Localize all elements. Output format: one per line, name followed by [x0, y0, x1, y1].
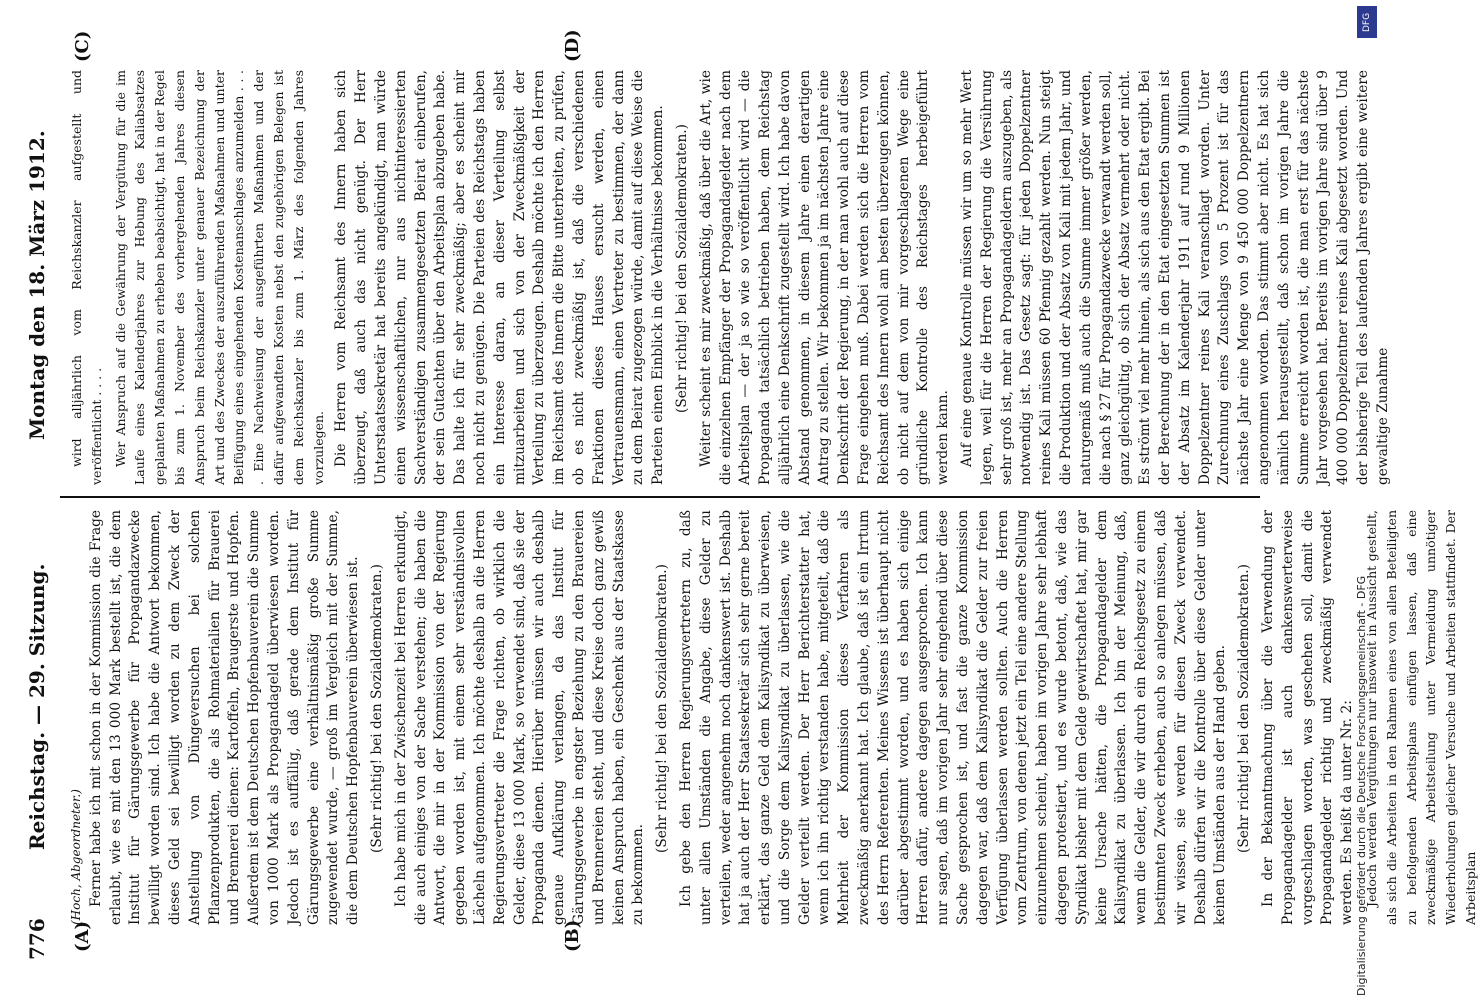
speaker-attribution: (Hoch, Abgeordneter.) [68, 789, 83, 925]
margin-marker-c: (C) [71, 30, 93, 62]
dfg-logo: DFG [1357, 6, 1377, 38]
right-column [67, 70, 1391, 485]
paragraph: Ich habe mich in der Zwischenzeit bei Herren erkundigt, die auch einiges von der Sache verstehen; die haben die Antwort, die mir in der Kommission von der Regierung gegeben worden ist, mit einem sehr verständnisvollen Lächeln aufgenommen. Ich möchte deshalb an die Herren Regierungsvertreter die Frage richten, ob wirklich die Gelder, diese 13 000 Mark, so verwendet sind, daß sie der Propaganda dienen. Hierüber müssen wir auch deshalb genaue Aufklärung verlangen, da das Institut für Gärungsgewerbe in engster Beziehung zu den Brauereien und Brennereien steht, und diese Kreise doch ganz gewiß keinen Anspruch haben, ein Geschenk aus der Staatskasse zu bekommen. [392, 510, 646, 925]
margin-marker-d: (D) [561, 29, 583, 62]
paragraph: Weiter scheint es mir zweckmäßig, daß über die Art, wie die einzelnen Empfänger der Propagandagelder nach dem Arbeitsplan — der ja so wie so veröffentlicht wird — die Propaganda tatsächlich betrieben haben, dem Reichstag alljährlich eine Denkschrift zugestellt wird. Ich habe davon Abstand genommen, in diesem Jahre einen derartigen Antrag zu stellen. Wir bekommen ja im nächsten Jahre eine Denkschrift der Regierung, in der man wohl auch auf diese Frage eingehen muß. Dabei werden sich die Herren vom Reichsamt des Innern wohl am besten überzeugen können, ob nicht auf dem von mir vorgeschlagenen Wege eine gründliche Kontrolle des Reichstages herbeigeführt werden kann. [697, 70, 951, 485]
margin-marker-a: (A) [71, 921, 93, 952]
digitization-credit: Digitalisierung gefördert durch die Deutsche Forschungsgemeinschaft - DFG [1355, 575, 1368, 996]
session-date: Montag den 18. März 1912. [24, 130, 49, 440]
document-page [2, 20, 1478, 980]
page-header [17, 40, 57, 960]
quoted-paragraph: wird alljährlich vom Reichskanzler aufgestellt und veröffentlicht . . . . [68, 70, 104, 485]
interjection: (Sehr richtig! bei den Sozialdemokraten.) [368, 564, 385, 853]
interjection: (Sehr richtig! bei den Sozialdemokraten.) [653, 564, 670, 853]
quoted-paragraph: Jedoch werden Vergütungen nur insoweit in Aussicht gestellt, als sich die Arbeiten in den Rahmen eines von allen Beteiligten zu befolgenden Arbeitsplans einfügen lassen, daß eine zweckmäßige Arbeitsteilung unter Vermeidung unnötiger Wiederholungen gleicher Versuche und Arbeiten stattfindet. Der Arbeitsplan [1363, 510, 1478, 925]
paragraph: Ich gebe den Herren Regierungsvertretern zu, daß unter allen Umständen die Angabe, diese Gelder zu verteilen, weder angenehm noch dankenswert ist. Deshalb hat ja auch der Herr Staatssekretär sich sehr gerne bereit erklärt, das ganze Geld dem Kalisyndikat zu überweisen, und die Sorge dem Kalisyndikat zu überlassen, wie die Gelder verteilt werden. Der Herr Berichterstatter hat, wenn ich ihn richtig verstanden habe, mitgeteilt, daß die Mehrheit der Kommission dieses Verfahren als zweckmäßig anerkannt hat. Ich glaube, daß ist ein Irrtum des Herrn Referenten. Meines Wissens ist überhaupt nicht darüber abgestimmt worden, und es haben sich einige Herren dafür, andere dagegen ausgesprochen. Ich kann nur sagen, daß im vorigen Jahr sehr eingehend über diese Sache gesprochen ist, und fast die ganze Kommission dagegen war, daß dem Kalisyndikat die Gelder zur freien Verfügung überlassen werden sollten. Auch die Herren vom Zentrum, von denen jetzt ein Teil eine andere Stellung einzunehmen scheint, haben im vorigen Jahre sehr lebhaft dagegen protestiert, und es wurde betont, daß, wie das Syndikat bisher mit dem Gelde gewirtschaftet hat, mir gar keine Ursache hätten, die Propagandagelder dem Kalisyndikat zu überlassen. Ich bin der Meinung, daß, wenn die Gelder, die wir durch ein Reichsgesetz zu einem bestimmten Zweck erheben, auch so anlegen müssen, daß wir wissen, sie werden für diesen Zweck verwendet. Deshalb dürfen wir die Kontrolle über diese Gelder unter keinen Umständen aus der Hand geben. [677, 510, 1228, 925]
interjection: (Sehr richtig! bei den Sozialdemokraten.) [673, 124, 690, 413]
paragraph: Die Herren vom Reichsamt des Innern haben sich überzeugt, daß auch das nicht genügt. Der Herr Unterstaatssekretär hat bereits angekündigt, man würde einen wissenschaftlichen, nur aus nichtinteressierten Sachverständigen zusammengesetzten Beirat einberufen, der sein Gutachten über den Arbeitsplan abzugeben habe. Das halte ich für sehr zweckmäßig; aber es scheint mir noch nicht zu genügen. Die Parteien des Reichstags haben ein Interesse daran, an dieser Verteilung selbst mitzuarbeiten und sich von der Zweckmäßigkeit der Verteilung zu überzeugen. Deshalb möchte ich den Herren im Reichsamt des Innern die Bitte unterbreiten, zu prüfen, ob es nicht zweckmäßig ist, daß die verschiedenen Fraktionen dieses Hauses ersucht werden, einen Vertrauensmann, einen Vertreter zu bestimmen, der dann zu dem Beirat zugezogen würde, damit auf diese Weise die Parteien einen Einblick in die Verhältnisse bekommen. [332, 70, 666, 485]
paragraph: In der Bekanntmachung über die Verwendung der Propagandagelder ist auch dankenswerterweise vorgeschlagen worden, was geschehen soll, damit die Propagandagelder richtig und zweckmäßig verwendet werden. Es heißt da unter Nr. 2: [1259, 510, 1355, 925]
session-title: Reichstag. — 29. Sitzung. [24, 563, 49, 850]
margin-marker-b: (B) [561, 919, 583, 952]
page-number: 776 [24, 918, 49, 960]
quoted-paragraph: Wer Anspruch auf die Gewährung der Vergütung für die im Laufe eines Kalenderjahres zur Hebung des Kaliabsatzes geplanten Maßnahmen zu erheben beabsichtigt, hat in der Regel bis zum 1. November des vorhergehenden Jahres diesen Anspruch beim Reichskanzler unter genauer Bezeichnung der Art und des Zweckes der auszuführenden Maßnahmen und unter Beifügung eines eingehenden Kostenanschlages anzumelden . . . . Eine Nachweisung der ausgeführten Maßnahmen und der dafür aufgewandten Kosten nebst den zugehörigen Belegen ist dem Reichskanzler bis zum 1. März des folgenden Jahres vorzulegen. [112, 70, 326, 485]
interjection: (Sehr richtig! bei den Sozialdemokraten.) [1235, 564, 1252, 853]
paragraph: Ferner habe ich mit schon in der Kommission die Frage erlaubt, wie es mit den 13 000 Mark bestellt ist, die dem Institut für Gärungsgewerbe für Propagandazwecke bewilligt worden sind. Ich habe die Antwort bekommen, dieses Geld sei bewilligt worden zu dem Zweck der Anstellung von Düngeversuchen bei solchen Pflanzenprodukten, die als Rohmaterialien für Brauerei und Brennerei dienen: Kartoffeln, Braugerste und Hopfen. Außerdem ist dem Deutschen Hopfenbauverein die Summe von 1000 Mark als Propagandageld überwiesen worden. Jedoch ist es auffällig, daß gerade dem Institut für Gärungsgewerbe eine verhältnismäßig große Summe zugewendet wurde, — groß im Vergleich mit der Summe, die dem Deutschen Hopfenbauverein überwiesen ist. [87, 510, 361, 925]
paragraph: Auf eine genaue Kontrolle müssen wir um so mehr Wert legen, weil für die Herren der Regierung die Versührung sehr groß ist, mehr an Propagandageldern auszugeben, als notwendig ist. Das Gesetz sagt: für jeden Doppelzentner reines Kali müssen 60 Pfennig gezahlt werden. Nun steigt die Produktion und der Absatz von Kali mit jedem Jahr, und naturgemäß muß auch die Summe immer größer werden, die nach § 27 für Propagandazwecke verwandt werden soll, ganz gleichgültig, ob sich der Absatz vermehrt oder nicht. Es strömt viel mehr hinein, als sich aus den Etat ergibt. Bei der Berechnung der in den Etat eingesetzten Summen ist der Absatz im Kalenderjahr 1911 auf rund 9 Millionen Doppelzentner reines Kali veranschlagt worden. Unter Zurechnung eines Zuschlags von 5 Prozent ist für das nächste Jahr eine Menge von 9 450 000 Doppelzentnern angenommen worden. Das stimmt aber nicht. Es hat sich nämlich herausgestellt, daß schon im vorigen Jahre die Summe erreicht worden ist, die man erst für das nächste Jahr vorgesehen hat. Bereits im vorigen Jahre sind über 9 400 000 Doppelzentner reines Kali abgesetzt worden. Und der bisherige Teil des laufenden Jahres ergibt eine weitere gewaltige Zunahme [958, 70, 1391, 485]
column-divider [60, 496, 1260, 498]
